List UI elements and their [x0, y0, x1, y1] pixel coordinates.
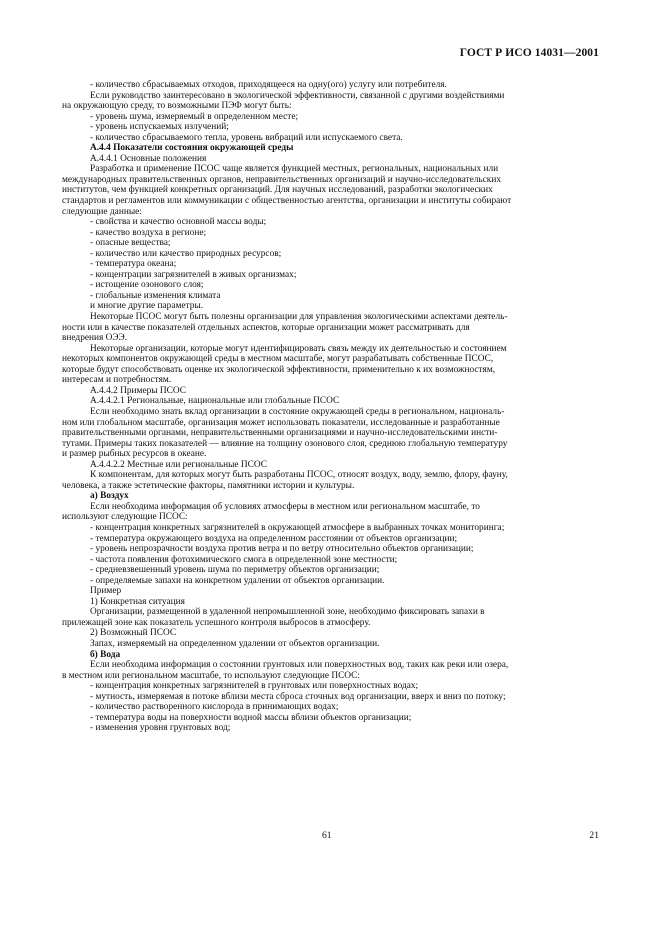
page-number-center: 61 [322, 830, 332, 841]
paragraph-line: в местном или региональном масштабе, то используют следующие ПСОС: [62, 670, 360, 681]
example-item: 1) Конкретная ситуация [90, 596, 185, 607]
subsection-heading: А.4.4.2 Примеры ПСОС [90, 385, 186, 396]
list-item: - качество воздуха в регионе; [90, 227, 207, 238]
list-item: - мутность, измеряемая в потоке вблизи места сброса сточных вод организации, вверх и вниз по потоку; [90, 691, 506, 702]
paragraph-line: Организации, размещенной в удаленной непромышленной зоне, необходимо фиксировать запахи в [90, 607, 485, 618]
list-item: - концентрации загрязнителей в живых организмах; [90, 269, 297, 280]
paragraph-line: используют следующие ПСОС: [62, 512, 188, 523]
paragraph-line: и размер рыбных ресурсов в океане. [62, 449, 207, 460]
paragraph-line: прилежащей зоне как показатель успешного контроля выбросов в атмосферу. [62, 617, 371, 628]
page-number-right: 21 [589, 830, 599, 841]
list-item: - концентрация конкретных загрязнителей в грунтовых или поверхностных водах; [90, 681, 419, 692]
list-item: - свойства и качество основной массы воды; [90, 217, 267, 228]
paragraph-line: ном или глобальном масштабе, организация может использовать показатели, исследованные и разработанные [62, 417, 500, 428]
list-item: - частота появления фотохимического смога в определенной зоне местности; [90, 554, 398, 565]
list-item: - опасные вещества; [90, 238, 171, 249]
document-header: ГОСТ Р ИСО 14031—2001 [459, 47, 599, 59]
list-item: - количество или качество природных ресурсов; [90, 248, 282, 259]
paragraph-line: стандартов и регламентов или коммуникации с общественностью агентства, организации и институты собирают [62, 196, 512, 207]
list-item: - температура океана; [90, 259, 177, 270]
paragraph-line: К компонентам, для которых могут быть разработаны ПСОС, относят воздух, воду, землю, флору, фауну, [90, 470, 508, 481]
paragraph-line: тутами. Примеры таких показателей — влияние на толщину озонового слоя, среднюю глобальную температуру [62, 438, 508, 449]
list-item: - концентрация конкретных загрязнителей в окружающей атмосфере в выбранных точках мониторинга; [90, 522, 505, 533]
paragraph-line: институтов, чем функцией конкретных организаций. Для научных исследований, разработки экологических [62, 185, 493, 196]
paragraph-line: и многие другие параметры. [90, 301, 204, 312]
paragraph-line: Если необходима информация о состоянии грунтовых или поверхностных вод, таких как реки или озера, [90, 660, 509, 671]
paragraph-line: следующие данные: [62, 206, 142, 217]
example-item: 2) Возможный ПСОС [90, 628, 177, 639]
paragraph-line: правительственными органами, неправительственными организациями и научно-исследовательскими инсти- [62, 428, 498, 439]
section-heading: А.4.4 Показатели состояния окружающей среды [90, 143, 294, 154]
list-item: - глобальные изменения климата [90, 290, 221, 301]
subsection-heading: А.4.4.2.1 Региональные, национальные или глобальные ПСОС [90, 396, 340, 407]
list-item: - истощение озонового слоя; [90, 280, 204, 291]
subsection-heading: А.4.4.1 Основные положения [90, 153, 207, 164]
list-item: - количество растворенного кислорода в принимающих водах; [90, 702, 339, 713]
item-heading-air: а) Воздух [90, 491, 129, 502]
paragraph-line: на окружающую среду, то возможными ПЭФ могут быть: [62, 101, 292, 112]
paragraph-line: внедрения ОЭЭ. [62, 333, 128, 344]
list-item: - определяемые запахи на конкретном удалении от объектов организации. [90, 575, 385, 586]
paragraph-line: Если руководство заинтересовано в экологической эффективности, связанной с другими воздействиями [90, 90, 505, 101]
list-item: - количество сбрасываемых отходов, приходящееся на одну(ого) услугу или потребителя. [90, 80, 447, 90]
list-item: - уровень непрозрачности воздуха против ветра и по ветру относительно объектов организации; [90, 544, 474, 555]
paragraph-line: международных правительственных органов, неправительственных организаций и научно-исследовательских [62, 174, 502, 185]
paragraph-line: некоторых компонентов окружающей среды в местном масштабе, могут разрабатывать собственные ПСОС, [62, 354, 494, 365]
paragraph-line: Запах, измеряемый на определенном удалении от объектов организации. [90, 638, 380, 649]
list-item: - уровень шума, измеряемый в определенном месте; [90, 111, 299, 122]
example-label: Пример [90, 586, 122, 597]
paragraph-line: Некоторые организации, которые могут идентифицировать связь между их деятельностью и состоянием [90, 343, 507, 354]
paragraph-line: Некоторые ПСОС могут быть полезны организации для управления экологическими аспектами деятель- [90, 312, 508, 323]
list-item: - количество сбрасываемого тепла, уровень вибраций или испускаемого света. [90, 132, 403, 143]
paragraph-line: Если необходимо знать вклад организации в состояние окружающей среды в региональном, националь- [90, 406, 505, 417]
item-heading-water: б) Вода [90, 649, 121, 660]
list-item: - температура воды на поверхности водной массы вблизи объектов организации; [90, 712, 412, 723]
paragraph-line: человека, а также эстетические факторы, памятники истории и культуры. [62, 480, 355, 491]
list-item: - средневзвешенный уровень шума по периметру объектов организации; [90, 565, 380, 576]
paragraph-line: интересам и потребностям. [62, 375, 172, 386]
paragraph-line: ности или в качестве показателей отдельных аспектов, которые организации может рассматривать для [62, 322, 470, 333]
list-item: - температура окружающего воздуха на определенном расстоянии от объектов организации; [90, 533, 458, 544]
subsection-heading: А.4.4.2.2 Местные или региональные ПСОС [90, 459, 267, 470]
document-body [62, 80, 599, 734]
list-item: - уровень испускаемых излучений; [90, 122, 229, 133]
list-item: - изменения уровня грунтовых вод; [90, 723, 231, 734]
paragraph-line: Разработка и применение ПСОС чаще является функцией местных, региональных, национальных или [90, 164, 499, 175]
paragraph-line: Если необходима информация об условиях атмосферы в местном или региональном масштабе, то [90, 501, 480, 512]
page-footer [0, 830, 661, 842]
paragraph-line: которые будут способствовать оценке их экологической эффективности, применительно к их возможностям, [62, 364, 496, 375]
